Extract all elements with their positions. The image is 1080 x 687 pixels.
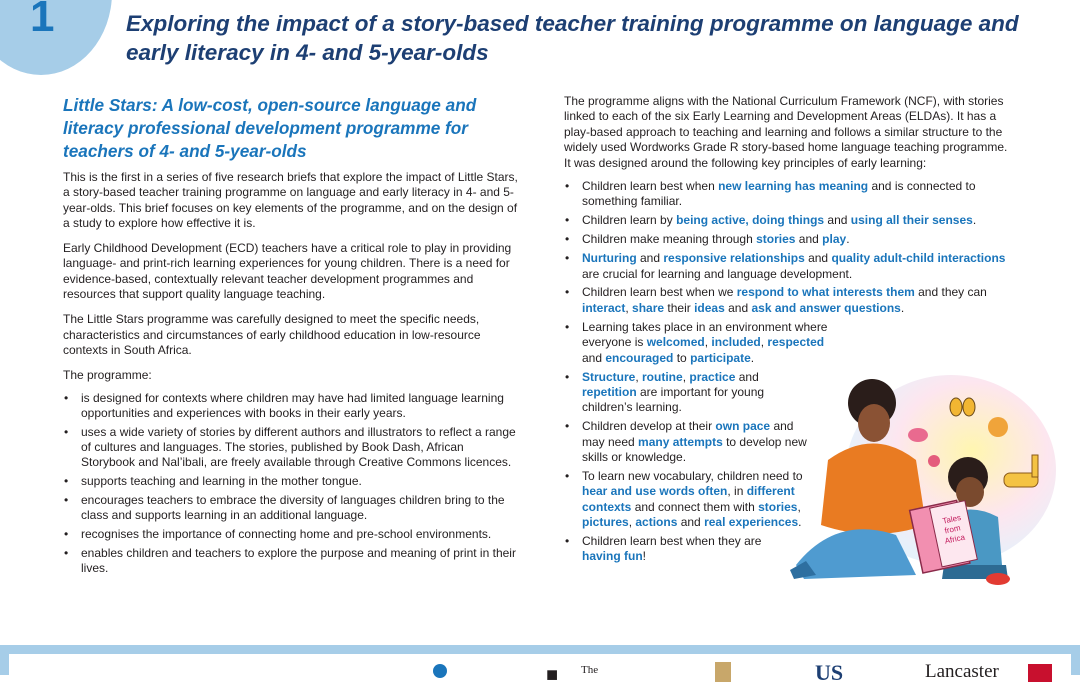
principle-item: • Children learn best when we respond to what interests them and they can interact, share their ideas and ask and answer questions. — [564, 285, 1014, 316]
principle-item: • Children learn best when new learning has meaning and is connected to something familiar. — [564, 179, 1014, 210]
list-item: • supports teaching and learning in the mother tongue. — [63, 474, 521, 489]
flower-icon — [928, 455, 940, 467]
alignment-paragraph: The programme aligns with the National Curriculum Framework (NCF), with stories linked to each of the six Early Learning and Development Areas (ELDAs). It has a play-based approach to teaching and learning and follows a similar structure to the widely used Wordworks Grade R story-based home language teaching programme. It was designed around the following key principles of early learning: — [564, 94, 1008, 170]
intro-paragraph: This is the first in a series of five research briefs that explore the impact of Little Stars, a story-based teacher training programme on language and early literacy in 4- and 5-year-olds. This brief focuses on key elements of the programme, and on the design of a study to explore how effective it is. — [63, 170, 518, 230]
list-item: • recognises the importance of connecting home and pre-school environments. — [63, 527, 521, 542]
principle-item: • Children make meaning through stories and play. — [564, 232, 1014, 247]
partner-logo-the: The — [581, 664, 599, 676]
page-title: Exploring the impact of a story-based teacher training programme on language and early literacy in 4- and 5-year-olds — [126, 11, 1019, 65]
principle-item: • Learning takes place in an environment where everyone is welcomed, included, respected and encouraged to participate. — [564, 320, 832, 366]
section-subtitle: Little Stars: A low-cost, open-source language and literacy professional development programme for teachers of 4- and 5-year-olds — [63, 95, 477, 161]
partner-logo-mark: ■ — [546, 664, 559, 686]
partner-crest-icon — [715, 662, 731, 682]
partner-logo-icon — [433, 664, 447, 678]
principle-item: • Children learn best when they are having fun! — [564, 534, 782, 565]
design-paragraph: The Little Stars programme was carefully designed to meet the specific needs, characteristics and circumstances of early childhood education in low-resource contexts in South Africa. — [63, 312, 481, 357]
list-item: • enables children and teachers to explore the purpose and meaning of print in their lives. — [63, 546, 521, 577]
list-item: • uses a wide variety of stories by different authors and illustrators to reflect a range of cultures and languages. The stories, published by Book Dash, African Storybook and Nal’ibali, are freely available through Creative Commons licences. — [63, 425, 521, 471]
teacher-child-reading-illustration — [776, 365, 1058, 597]
principle-item: • Children learn by being active, doing things and using all their senses. — [564, 213, 1014, 228]
list-item: • is designed for contexts where children may have had limited language learning opportunities and experiences with books in their early years. — [63, 391, 521, 422]
principle-item: • To learn new vocabulary, children need to hear and use words often, in different contexts and connect them with stories, pictures, actions and real experiences. — [564, 469, 810, 531]
principle-item: • Nurturing and responsive relationships and quality adult-child interactions are crucial for learning and language development. — [564, 251, 1014, 282]
list-item: • encourages teachers to embrace the diversity of languages children bring to the class and supports learning in an additional language. — [63, 493, 521, 524]
brief-number-badge — [0, 0, 112, 75]
programme-lead: The programme: — [63, 368, 152, 383]
brief-number: 1 — [30, 0, 55, 41]
book-title-line-2: from — [943, 523, 962, 536]
footer-logo-strip — [9, 654, 1071, 684]
programme-list — [63, 391, 521, 577]
ecd-paragraph: Early Childhood Development (ECD) teachers have a critical role to play in providing language- and print-rich learning experiences for young children. There is a need for evidence-based, contextually relevant teacher development programmes and resources that support quality language teaching. — [63, 241, 512, 302]
lion-icon — [988, 417, 1008, 437]
book-title-line-3: Africa — [943, 532, 966, 546]
lancaster-logo: Lancaster — [925, 661, 999, 682]
bird-icon — [908, 428, 928, 442]
principle-item: • Children develop at their own pace and may need many attempts to develop new skills or knowledge. — [564, 419, 810, 465]
book-title-line-1: Tales — [941, 512, 962, 526]
principle-item: • Structure, routine, practice and repetition are important for young children’s learning. — [564, 370, 810, 416]
footer-band — [0, 645, 1080, 686]
lancaster-crest-icon — [1028, 664, 1052, 682]
university-logo: US — [815, 660, 844, 685]
left-column — [63, 94, 521, 580]
